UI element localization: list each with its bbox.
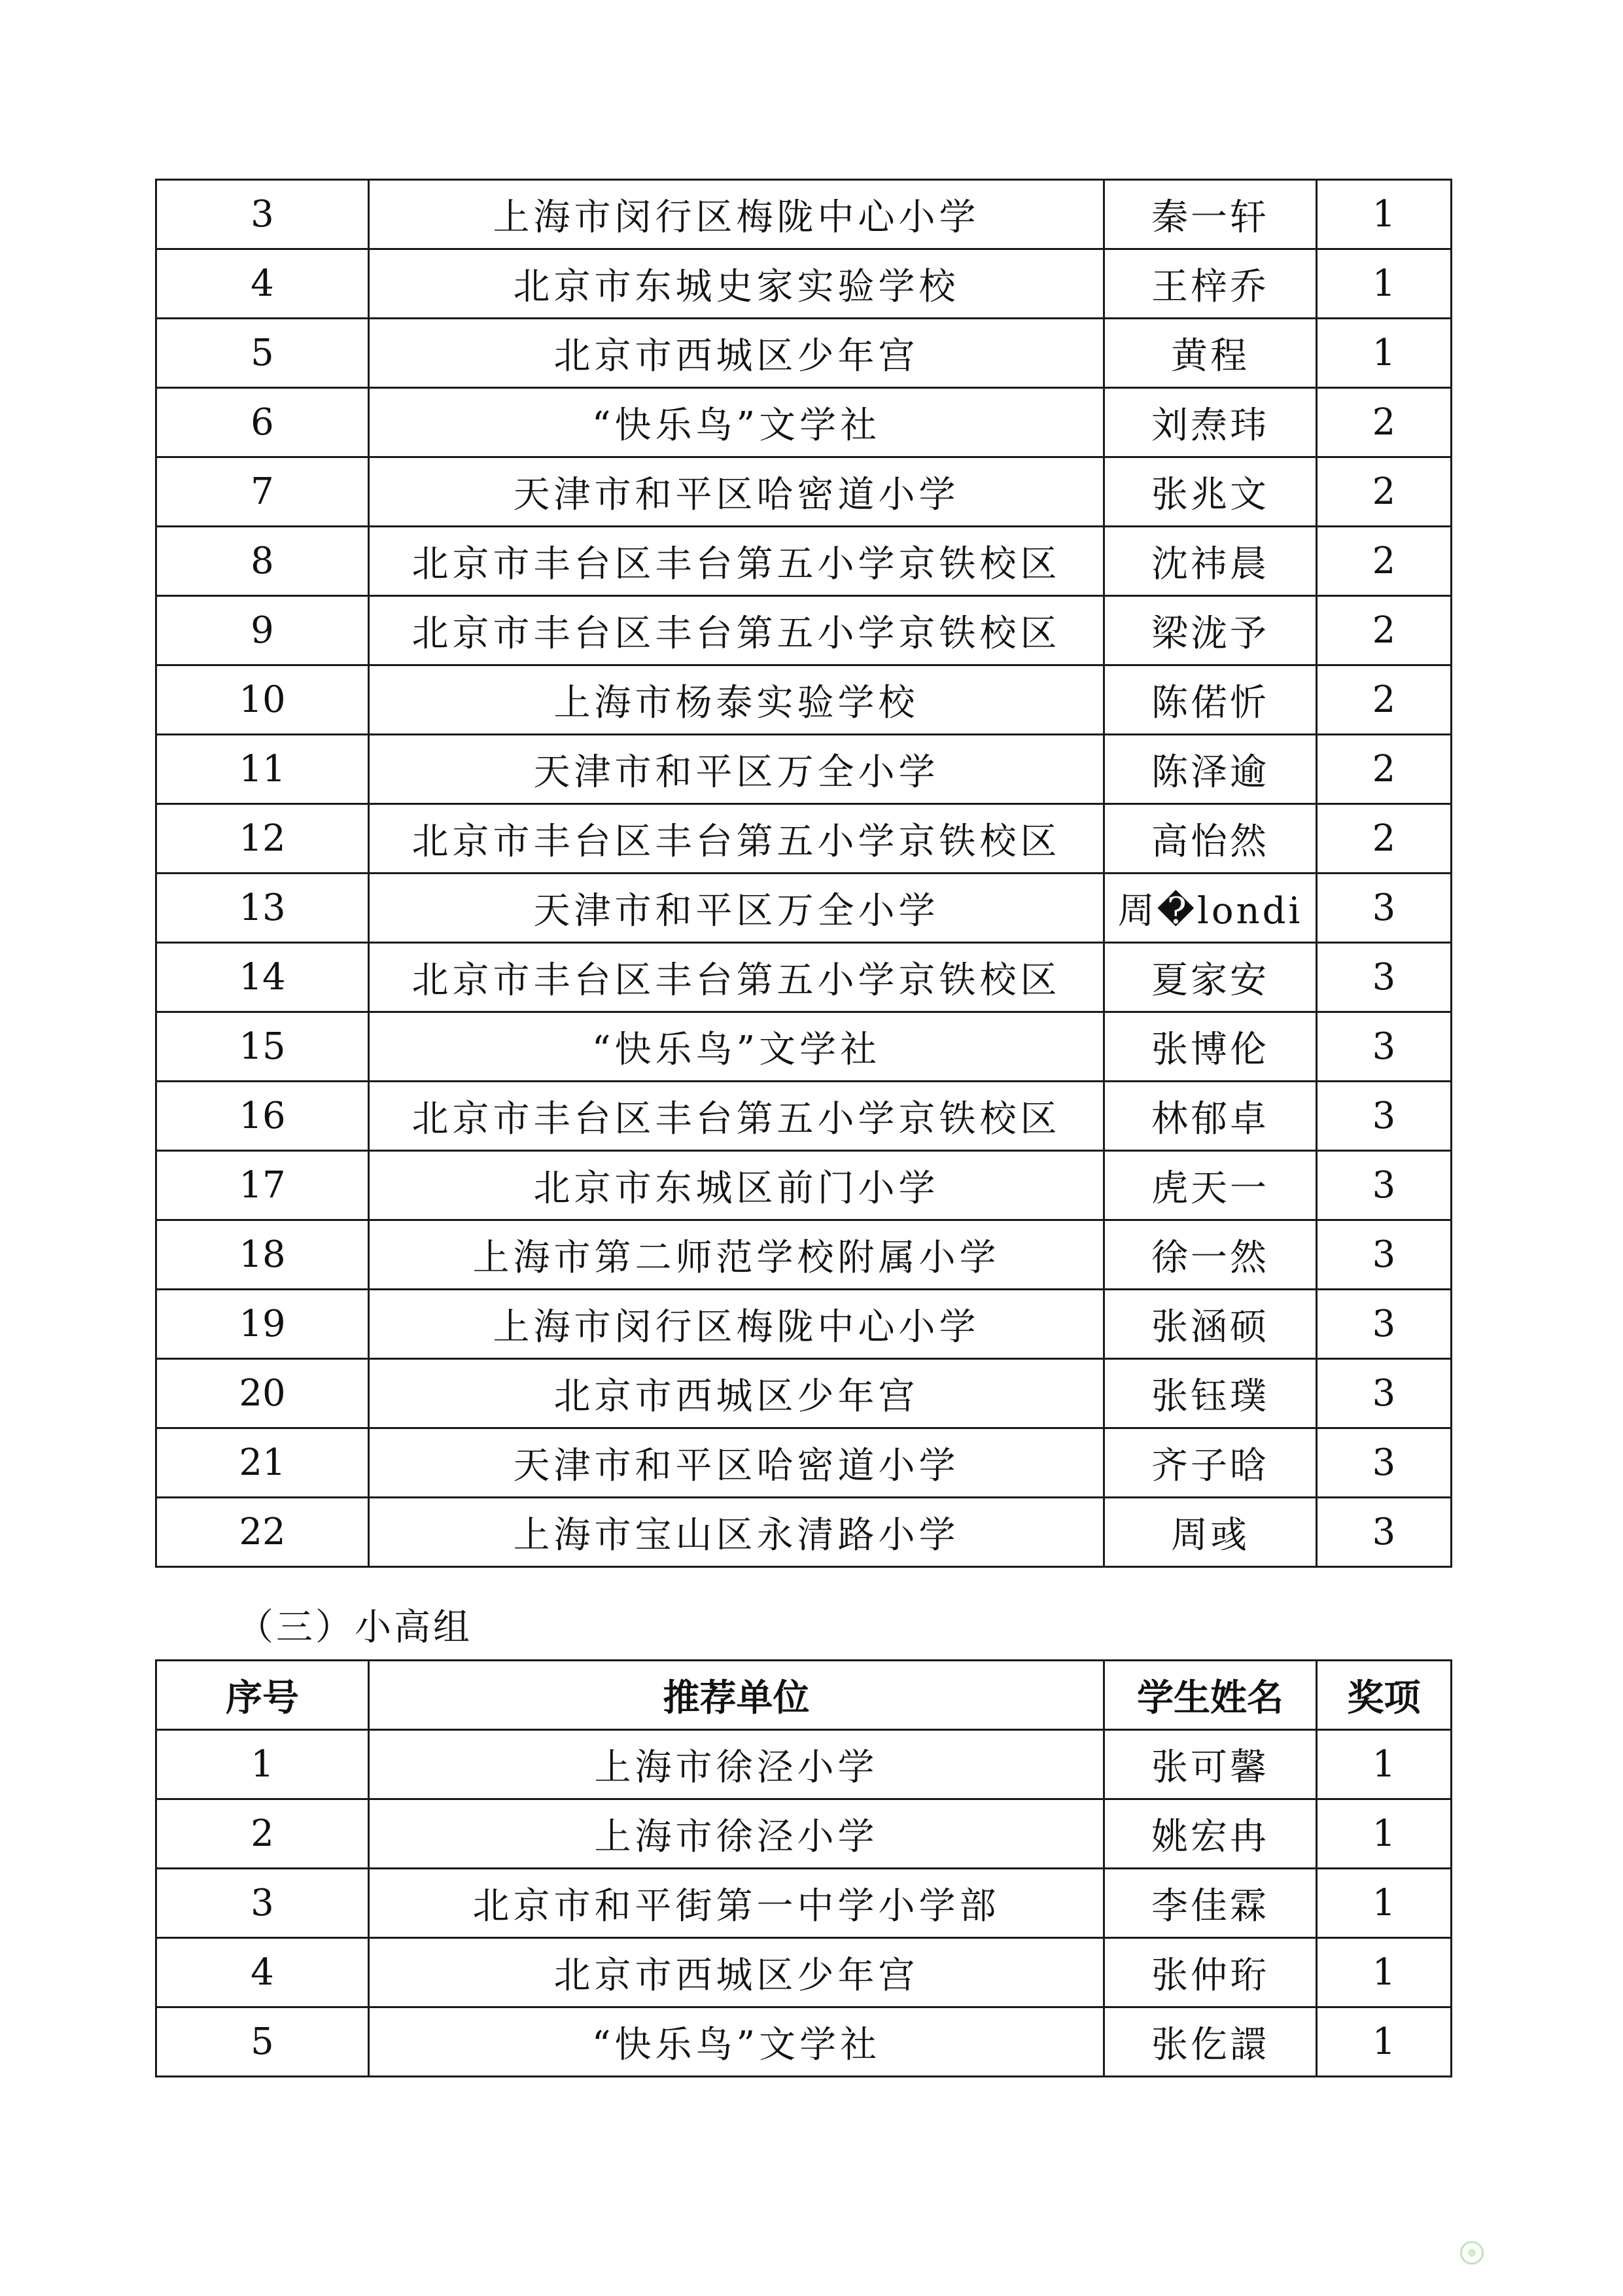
recommending-unit-cell: 上海市闵行区梅陇中心小学: [369, 1290, 1104, 1359]
table-row: [156, 527, 1452, 596]
award-cell: 1: [1317, 180, 1452, 249]
award-cell: 2: [1317, 457, 1452, 527]
student-name-cell: 虎天一: [1104, 1151, 1317, 1220]
header-student-name: 学生姓名: [1104, 1661, 1317, 1730]
table-row: [156, 1290, 1452, 1359]
serial-number-cell: 4: [156, 1938, 369, 2007]
serial-number-cell: 11: [156, 735, 369, 804]
recommending-unit-cell: 上海市徐泾小学: [369, 1730, 1104, 1799]
table-row: [156, 1428, 1452, 1498]
table-row: [156, 943, 1452, 1012]
table-row: [156, 1869, 1452, 1938]
serial-number-cell: 18: [156, 1220, 369, 1290]
student-name-cell: 黄程: [1104, 319, 1317, 388]
awards-table-continued: [155, 179, 1452, 1568]
award-cell: 1: [1317, 2007, 1452, 2077]
recommending-unit-cell: 北京市丰台区丰台第五小学京铁校区: [369, 527, 1104, 596]
serial-number-cell: 14: [156, 943, 369, 1012]
student-name-cell: 梁泷予: [1104, 596, 1317, 665]
serial-number-cell: 3: [156, 180, 369, 249]
student-name-cell: 张涵硕: [1104, 1290, 1317, 1359]
table-row: [156, 1938, 1452, 2007]
award-cell: 3: [1317, 1359, 1452, 1428]
table-row: [156, 1498, 1452, 1567]
table-row: [156, 319, 1452, 388]
recommending-unit-cell: 北京市西城区少年宫: [369, 1938, 1104, 2007]
award-cell: 2: [1317, 527, 1452, 596]
student-name-cell: 徐一然: [1104, 1220, 1317, 1290]
award-cell: 1: [1317, 249, 1452, 319]
recommending-unit-cell: 北京市东城史家实验学校: [369, 249, 1104, 319]
recommending-unit-cell: 天津市和平区万全小学: [369, 735, 1104, 804]
table-row: [156, 1012, 1452, 1082]
student-name-cell: 夏家安: [1104, 943, 1317, 1012]
award-cell: 2: [1317, 665, 1452, 735]
award-cell: 3: [1317, 1082, 1452, 1151]
serial-number-cell: 19: [156, 1290, 369, 1359]
serial-number-cell: 1: [156, 1730, 369, 1799]
serial-number-cell: 21: [156, 1428, 369, 1498]
student-name-cell: 张钰璞: [1104, 1359, 1317, 1428]
award-cell: 3: [1317, 874, 1452, 943]
student-name-cell: 张仡譞: [1104, 2007, 1317, 2077]
serial-number-cell: 20: [156, 1359, 369, 1428]
serial-number-cell: 10: [156, 665, 369, 735]
award-cell: 2: [1317, 596, 1452, 665]
recommending-unit-cell: 上海市第二师范学校附属小学: [369, 1220, 1104, 1290]
student-name-cell: 张仲珩: [1104, 1938, 1317, 2007]
serial-number-cell: 3: [156, 1869, 369, 1938]
serial-number-cell: 17: [156, 1151, 369, 1220]
recommending-unit-cell: 北京市和平街第一中学小学部: [369, 1869, 1104, 1938]
student-name-cell: 张博伦: [1104, 1012, 1317, 1082]
award-cell: 2: [1317, 735, 1452, 804]
recommending-unit-cell: 上海市闵行区梅陇中心小学: [369, 180, 1104, 249]
table-row: [156, 457, 1452, 527]
award-cell: 1: [1317, 319, 1452, 388]
serial-number-cell: 16: [156, 1082, 369, 1151]
award-cell: 3: [1317, 1012, 1452, 1082]
student-name-cell: 周�londi: [1104, 874, 1317, 943]
student-name-cell: 林郁卓: [1104, 1082, 1317, 1151]
recommending-unit-cell: 北京市丰台区丰台第五小学京铁校区: [369, 804, 1104, 874]
recommending-unit-cell: 天津市和平区哈密道小学: [369, 1428, 1104, 1498]
recommending-unit-cell: “快乐鸟”文学社: [369, 2007, 1104, 2077]
award-cell: 1: [1317, 1938, 1452, 2007]
recommending-unit-cell: 北京市丰台区丰台第五小学京铁校区: [369, 596, 1104, 665]
table-row: [156, 1220, 1452, 1290]
header-recommending-unit: 推荐单位: [369, 1661, 1104, 1730]
section-heading: （三）小高组: [237, 1606, 472, 1649]
award-cell: 1: [1317, 1730, 1452, 1799]
serial-number-cell: 2: [156, 1799, 369, 1869]
awards-table-body: [156, 1730, 1452, 2077]
serial-number-cell: 7: [156, 457, 369, 527]
student-name-cell: 秦一轩: [1104, 180, 1317, 249]
table-row: [156, 2007, 1452, 2077]
table-row: [156, 388, 1452, 457]
award-cell: 3: [1317, 1428, 1452, 1498]
header-award: 奖项: [1317, 1661, 1452, 1730]
student-name-cell: 周彧: [1104, 1498, 1317, 1567]
student-name-cell: 陈泽逾: [1104, 735, 1317, 804]
student-name-cell: 高怡然: [1104, 804, 1317, 874]
student-name-cell: 陈偌忻: [1104, 665, 1317, 735]
recommending-unit-cell: 天津市和平区哈密道小学: [369, 457, 1104, 527]
award-cell: 1: [1317, 1799, 1452, 1869]
serial-number-cell: 5: [156, 2007, 369, 2077]
award-cell: 3: [1317, 1290, 1452, 1359]
corner-logo-icon: [1460, 2241, 1484, 2265]
student-name-cell: 沈祎晨: [1104, 527, 1317, 596]
serial-number-cell: 15: [156, 1012, 369, 1082]
table-row: [156, 665, 1452, 735]
recommending-unit-cell: 上海市杨泰实验学校: [369, 665, 1104, 735]
serial-number-cell: 4: [156, 249, 369, 319]
recommending-unit-cell: 北京市西城区少年宫: [369, 1359, 1104, 1428]
table-row: [156, 1730, 1452, 1799]
recommending-unit-cell: 北京市东城区前门小学: [369, 1151, 1104, 1220]
table-row: [156, 1082, 1452, 1151]
student-name-cell: 张可馨: [1104, 1730, 1317, 1799]
award-cell: 3: [1317, 1220, 1452, 1290]
award-cell: 3: [1317, 943, 1452, 1012]
table-row: [156, 804, 1452, 874]
student-name-cell: 王梓乔: [1104, 249, 1317, 319]
table-row: [156, 1799, 1452, 1869]
award-cell: 2: [1317, 388, 1452, 457]
table-row: [156, 1359, 1452, 1428]
award-cell: 1: [1317, 1869, 1452, 1938]
recommending-unit-cell: 北京市丰台区丰台第五小学京铁校区: [369, 943, 1104, 1012]
table-row: [156, 1151, 1452, 1220]
recommending-unit-cell: 上海市徐泾小学: [369, 1799, 1104, 1869]
serial-number-cell: 9: [156, 596, 369, 665]
awards-table-body: [156, 180, 1452, 1567]
recommending-unit-cell: 北京市西城区少年宫: [369, 319, 1104, 388]
serial-number-cell: 5: [156, 319, 369, 388]
table-row: [156, 249, 1452, 319]
student-name-cell: 齐子晗: [1104, 1428, 1317, 1498]
recommending-unit-cell: 上海市宝山区永清路小学: [369, 1498, 1104, 1567]
student-name-cell: 李佳霖: [1104, 1869, 1317, 1938]
student-name-cell: 张兆文: [1104, 457, 1317, 527]
serial-number-cell: 8: [156, 527, 369, 596]
serial-number-cell: 13: [156, 874, 369, 943]
table-row: [156, 180, 1452, 249]
student-name-cell: 刘焘玮: [1104, 388, 1317, 457]
recommending-unit-cell: 天津市和平区万全小学: [369, 874, 1104, 943]
table-row: [156, 874, 1452, 943]
serial-number-cell: 6: [156, 388, 369, 457]
recommending-unit-cell: “快乐鸟”文学社: [369, 1012, 1104, 1082]
serial-number-cell: 22: [156, 1498, 369, 1567]
award-cell: 2: [1317, 804, 1452, 874]
table-header-row: [156, 1661, 1452, 1730]
recommending-unit-cell: “快乐鸟”文学社: [369, 388, 1104, 457]
student-name-cell: 姚宏冉: [1104, 1799, 1317, 1869]
header-serial-number: 序号: [156, 1661, 369, 1730]
recommending-unit-cell: 北京市丰台区丰台第五小学京铁校区: [369, 1082, 1104, 1151]
table-row: [156, 735, 1452, 804]
award-cell: 3: [1317, 1151, 1452, 1220]
award-cell: 3: [1317, 1498, 1452, 1567]
serial-number-cell: 12: [156, 804, 369, 874]
table-row: [156, 596, 1452, 665]
awards-table-senior-group: [155, 1659, 1452, 2077]
